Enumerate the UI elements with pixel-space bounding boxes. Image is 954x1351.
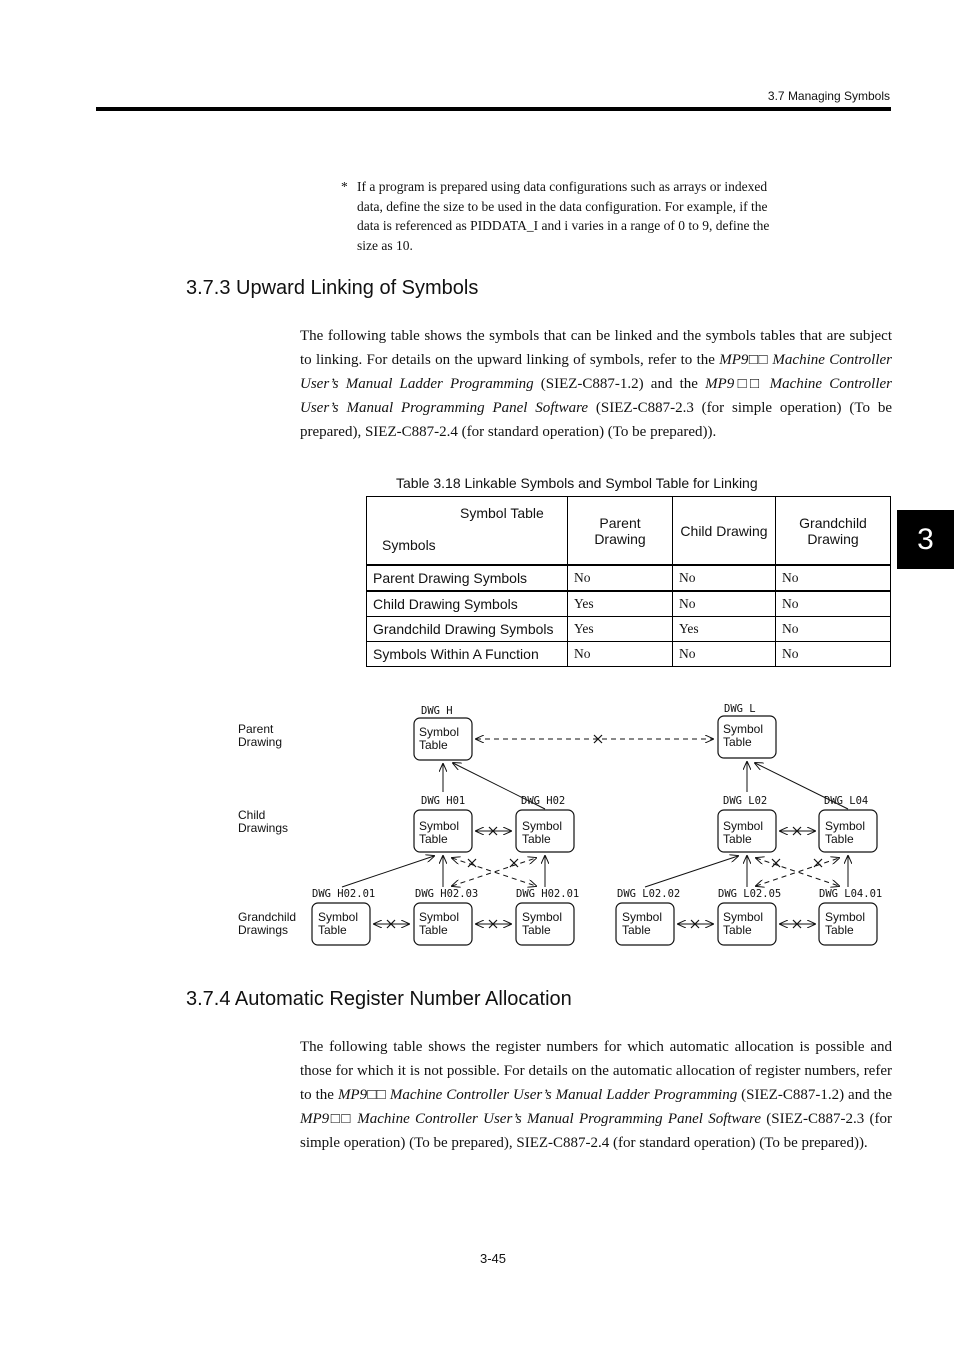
box-labels (318, 722, 865, 937)
table-cell: No (568, 565, 673, 591)
drawing-label: DWG L (724, 703, 756, 715)
paragraph-register-allocation (300, 1035, 892, 1155)
box-label: Symbol (419, 819, 460, 833)
paragraph-text: (SIEZ-C887-1.2) and the (737, 1087, 892, 1103)
row-label: Child Drawing Symbols (367, 591, 568, 617)
paragraph-text: The following table shows the symbols that can be linked and the symbols tables that are subject to linking. For details on the upward linking of symbols, refer to the (300, 328, 892, 368)
cross-mark (468, 859, 476, 867)
level-label: Drawings (238, 923, 289, 937)
table-cell: No (776, 617, 891, 642)
link-arrow (645, 856, 738, 887)
link-arrows (342, 762, 848, 887)
manual-reference: MP9□□ Machine Controller User’s Manual Ladder Programming (337, 1087, 738, 1103)
drawing-label: DWG H02 (521, 795, 566, 807)
table-cell: No (673, 565, 776, 591)
box-label: Symbol (522, 910, 563, 924)
footnote-text: If a program is prepared using data configurations such as arrays or indexed data, define the size to be used in the data configuration. For example, if the data is referenced as PIDDATA_I and i varies in a range of 0 to 9, define the size as 10. (357, 179, 770, 253)
level-label: Grandchild (238, 910, 297, 924)
page-number: 3-45 (480, 1251, 507, 1266)
table-row (367, 565, 891, 591)
table-corner-cell (367, 497, 568, 566)
header-rule (96, 107, 891, 111)
footnote (341, 177, 781, 255)
link-arrow (755, 763, 848, 809)
box-label: Table (419, 738, 448, 752)
table-row (367, 642, 891, 667)
drawing-label: DWG L02 (723, 795, 768, 807)
box-label: Symbol (825, 819, 866, 833)
box-label: Symbol (825, 910, 866, 924)
box-label: Table (318, 923, 347, 937)
drawing-label: DWG H02.01 (312, 888, 376, 900)
drawing-label: DWG H (421, 705, 453, 717)
link-arrow (342, 856, 434, 887)
box-label: Table (723, 923, 752, 937)
level-label: Drawing (238, 735, 283, 749)
manual-reference: MP9□□ Machine Controller User’s Manual Ladder Programming (300, 352, 892, 392)
box-label: Table (419, 832, 448, 846)
box-label: Table (419, 923, 448, 937)
column-header: Child Drawing (673, 497, 776, 566)
box-label: Table (622, 923, 651, 937)
cross-mark (814, 859, 822, 867)
column-header: Grandchild Drawing (776, 497, 891, 566)
box-label: Symbol (419, 910, 460, 924)
box-label: Table (825, 832, 854, 846)
box-label: Symbol (723, 722, 764, 736)
table-cell: No (776, 642, 891, 667)
column-header: Parent Drawing (568, 497, 673, 566)
table-cell: No (673, 642, 776, 667)
table-cell: No (776, 565, 891, 591)
corner-top-label: Symbol Table (460, 505, 544, 521)
drawing-label: DWG H01 (421, 795, 466, 807)
box-label: Table (522, 923, 551, 937)
table-cell: No (673, 591, 776, 617)
level-label: Drawings (238, 821, 289, 835)
table-cell: No (776, 591, 891, 617)
box-label: Symbol (723, 819, 764, 833)
box-label: Symbol (318, 910, 359, 924)
level-label: Parent (238, 722, 274, 736)
paragraph-text: (SIEZ-C887-2.3 (for simple operation) (To be prepared), SIEZ-C887-2.4 (for standard operation) (To be prepared)). (300, 1111, 892, 1151)
box-label: Table (723, 832, 752, 846)
box-label: Table (723, 735, 752, 749)
paragraph-text: (SIEZ-C887-1.2) and the (533, 376, 706, 392)
table-header-row (367, 497, 891, 566)
section-heading-3-7-3: 3.7.3 Upward Linking of Symbols (186, 277, 479, 299)
box-label: Table (825, 923, 854, 937)
footnote-mark: * (341, 179, 348, 194)
section-heading-3-7-4: 3.7.4 Automatic Register Number Allocation (186, 988, 572, 1010)
row-label: Parent Drawing Symbols (367, 565, 568, 591)
corner-bottom-label: Symbols (382, 537, 436, 553)
table-row (367, 617, 891, 642)
row-label: Symbols Within A Function (367, 642, 568, 667)
table-cell: Yes (568, 591, 673, 617)
no-link-arrows (452, 739, 839, 886)
drawing-labels (312, 703, 882, 900)
manual-reference: MP9□□ Machine Controller User’s Manual Programming Panel Software (300, 1111, 761, 1127)
box-label: Table (522, 832, 551, 846)
manual-reference: MP9□□ Machine Controller User’s Manual Programming Panel Software (300, 376, 893, 416)
running-head: 3.7 Managing Symbols (767, 89, 890, 103)
paragraph-upward-linking (300, 324, 892, 444)
row-label: Grandchild Drawing Symbols (367, 617, 568, 642)
paragraph-text: The following table shows the register numbers for which automatic allocation is possible and those for which it is not possible. For details on the automatic allocation of register numbers, refer to the (300, 1039, 892, 1103)
linkable-symbols-table (366, 496, 891, 667)
table-row (367, 591, 891, 617)
drawing-label: DWG L02.02 (617, 888, 681, 900)
drawing-label: DWG H02.01 (516, 888, 580, 900)
box-label: Symbol (419, 725, 460, 739)
table-cell: No (568, 642, 673, 667)
box-label: Symbol (622, 910, 663, 924)
link-arrow (453, 763, 545, 809)
drawing-label: DWG H02.03 (415, 888, 479, 900)
table-cell: Yes (568, 617, 673, 642)
drawing-label: DWG L04.01 (819, 888, 883, 900)
level-label: Child (238, 808, 266, 822)
symbol-linking-diagram (0, 690, 954, 960)
table-cell: Yes (673, 617, 776, 642)
paragraph-text: (SIEZ-C887-2.3 (for simple operation) (To be prepared), SIEZ-C887-2.4 (for standard operation) (To be prepared)). (300, 400, 892, 440)
chapter-tab: 3 (897, 510, 954, 569)
box-label: Symbol (723, 910, 764, 924)
drawing-label: DWG L02.05 (718, 888, 782, 900)
drawing-label: DWG L04 (824, 795, 869, 807)
table-caption: Table 3.18 Linkable Symbols and Symbol Table for Linking (396, 475, 758, 491)
cross-mark (772, 859, 780, 867)
box-label: Symbol (522, 819, 563, 833)
